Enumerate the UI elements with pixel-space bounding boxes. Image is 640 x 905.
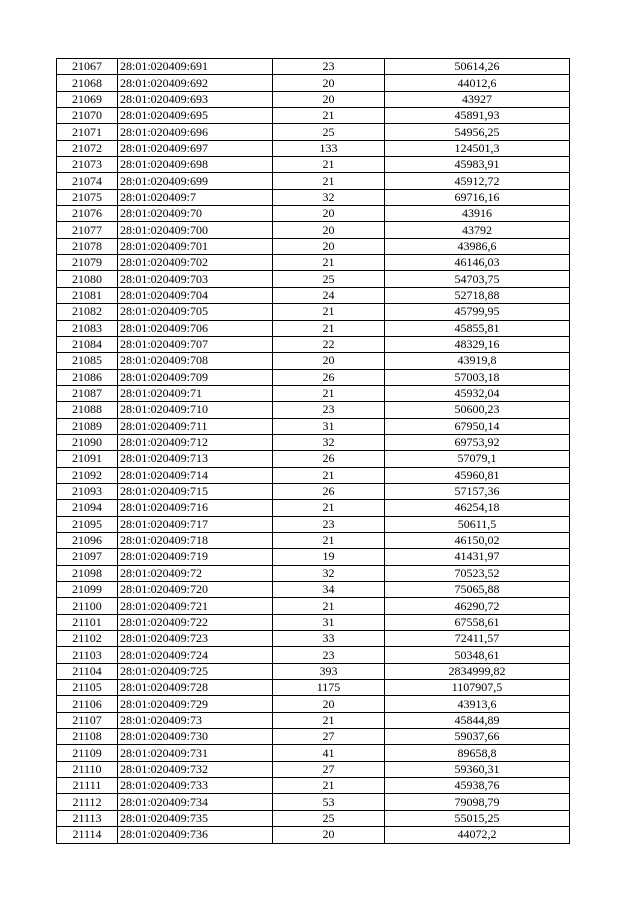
value-cell: 46150,02 bbox=[385, 532, 570, 548]
area-cell: 20 bbox=[273, 222, 385, 238]
cadastral-number-cell: 28:01:020409:700 bbox=[118, 222, 273, 238]
area-cell: 33 bbox=[273, 631, 385, 647]
cadastral-number-cell: 28:01:020409:697 bbox=[118, 140, 273, 156]
cadastral-number-cell: 28:01:020409:711 bbox=[118, 418, 273, 434]
area-cell: 26 bbox=[273, 451, 385, 467]
value-cell: 59037,66 bbox=[385, 729, 570, 745]
table-row bbox=[57, 467, 570, 483]
table-row bbox=[57, 59, 570, 75]
row-number-cell: 21079 bbox=[57, 255, 118, 271]
cadastral-number-cell: 28:01:020409:734 bbox=[118, 794, 273, 810]
row-number-cell: 21073 bbox=[57, 157, 118, 173]
value-cell: 44012,6 bbox=[385, 75, 570, 91]
value-cell: 45938,76 bbox=[385, 778, 570, 794]
row-number-cell: 21072 bbox=[57, 140, 118, 156]
cadastral-number-cell: 28:01:020409:710 bbox=[118, 402, 273, 418]
row-number-cell: 21102 bbox=[57, 631, 118, 647]
cadastral-number-cell: 28:01:020409:702 bbox=[118, 255, 273, 271]
area-cell: 32 bbox=[273, 434, 385, 450]
value-cell: 54956,25 bbox=[385, 124, 570, 140]
area-cell: 21 bbox=[273, 598, 385, 614]
area-cell: 25 bbox=[273, 271, 385, 287]
row-number-cell: 21104 bbox=[57, 663, 118, 679]
value-cell: 46254,18 bbox=[385, 500, 570, 516]
table-row bbox=[57, 206, 570, 222]
table-row bbox=[57, 385, 570, 401]
area-cell: 21 bbox=[273, 320, 385, 336]
table-row bbox=[57, 124, 570, 140]
cadastral-number-cell: 28:01:020409:733 bbox=[118, 778, 273, 794]
area-cell: 21 bbox=[273, 385, 385, 401]
row-number-cell: 21075 bbox=[57, 189, 118, 205]
table-row bbox=[57, 402, 570, 418]
value-cell: 50614,26 bbox=[385, 59, 570, 75]
value-cell: 46146,03 bbox=[385, 255, 570, 271]
row-number-cell: 21092 bbox=[57, 467, 118, 483]
row-number-cell: 21103 bbox=[57, 647, 118, 663]
cadastral-number-cell: 28:01:020409:709 bbox=[118, 369, 273, 385]
cadastral-number-cell: 28:01:020409:724 bbox=[118, 647, 273, 663]
cadastral-number-cell: 28:01:020409:736 bbox=[118, 827, 273, 843]
row-number-cell: 21090 bbox=[57, 434, 118, 450]
data-table bbox=[56, 58, 570, 844]
value-cell: 43916 bbox=[385, 206, 570, 222]
table-row bbox=[57, 255, 570, 271]
value-cell: 45932,04 bbox=[385, 385, 570, 401]
table-row bbox=[57, 336, 570, 352]
row-number-cell: 21098 bbox=[57, 565, 118, 581]
value-cell: 75065,88 bbox=[385, 582, 570, 598]
cadastral-number-cell: 28:01:020409:729 bbox=[118, 696, 273, 712]
area-cell: 34 bbox=[273, 582, 385, 598]
row-number-cell: 21096 bbox=[57, 532, 118, 548]
area-cell: 21 bbox=[273, 173, 385, 189]
table-row bbox=[57, 320, 570, 336]
cadastral-number-cell: 28:01:020409:728 bbox=[118, 680, 273, 696]
value-cell: 57003,18 bbox=[385, 369, 570, 385]
table-body bbox=[57, 59, 570, 844]
area-cell: 393 bbox=[273, 663, 385, 679]
value-cell: 52718,88 bbox=[385, 287, 570, 303]
table-row bbox=[57, 761, 570, 777]
row-number-cell: 21114 bbox=[57, 827, 118, 843]
cadastral-number-cell: 28:01:020409:725 bbox=[118, 663, 273, 679]
area-cell: 26 bbox=[273, 483, 385, 499]
value-cell: 45844,89 bbox=[385, 712, 570, 728]
value-cell: 45891,93 bbox=[385, 108, 570, 124]
row-number-cell: 21095 bbox=[57, 516, 118, 532]
cadastral-number-cell: 28:01:020409:723 bbox=[118, 631, 273, 647]
area-cell: 25 bbox=[273, 810, 385, 826]
row-number-cell: 21074 bbox=[57, 173, 118, 189]
cadastral-number-cell: 28:01:020409:712 bbox=[118, 434, 273, 450]
table-row bbox=[57, 222, 570, 238]
value-cell: 2834999,82 bbox=[385, 663, 570, 679]
area-cell: 23 bbox=[273, 402, 385, 418]
table-row bbox=[57, 745, 570, 761]
table-row bbox=[57, 663, 570, 679]
table-row bbox=[57, 794, 570, 810]
cadastral-number-cell: 28:01:020409:692 bbox=[118, 75, 273, 91]
area-cell: 27 bbox=[273, 761, 385, 777]
value-cell: 70523,52 bbox=[385, 565, 570, 581]
value-cell: 69753,92 bbox=[385, 434, 570, 450]
row-number-cell: 21110 bbox=[57, 761, 118, 777]
cadastral-number-cell: 28:01:020409:705 bbox=[118, 304, 273, 320]
cadastral-number-cell: 28:01:020409:693 bbox=[118, 91, 273, 107]
cadastral-number-cell: 28:01:020409:701 bbox=[118, 238, 273, 254]
value-cell: 44072,2 bbox=[385, 827, 570, 843]
value-cell: 55015,25 bbox=[385, 810, 570, 826]
area-cell: 25 bbox=[273, 124, 385, 140]
table-row bbox=[57, 500, 570, 516]
row-number-cell: 21087 bbox=[57, 385, 118, 401]
table-row bbox=[57, 778, 570, 794]
row-number-cell: 21069 bbox=[57, 91, 118, 107]
area-cell: 21 bbox=[273, 467, 385, 483]
value-cell: 46290,72 bbox=[385, 598, 570, 614]
value-cell: 67950,14 bbox=[385, 418, 570, 434]
row-number-cell: 21097 bbox=[57, 549, 118, 565]
value-cell: 57079,1 bbox=[385, 451, 570, 467]
cadastral-number-cell: 28:01:020409:73 bbox=[118, 712, 273, 728]
table-row bbox=[57, 108, 570, 124]
row-number-cell: 21111 bbox=[57, 778, 118, 794]
area-cell: 21 bbox=[273, 500, 385, 516]
value-cell: 41431,97 bbox=[385, 549, 570, 565]
row-number-cell: 21112 bbox=[57, 794, 118, 810]
area-cell: 21 bbox=[273, 157, 385, 173]
cadastral-number-cell: 28:01:020409:708 bbox=[118, 353, 273, 369]
value-cell: 89658,8 bbox=[385, 745, 570, 761]
cadastral-number-cell: 28:01:020409:691 bbox=[118, 59, 273, 75]
area-cell: 22 bbox=[273, 336, 385, 352]
table-row bbox=[57, 810, 570, 826]
row-number-cell: 21071 bbox=[57, 124, 118, 140]
table-row bbox=[57, 434, 570, 450]
row-number-cell: 21094 bbox=[57, 500, 118, 516]
value-cell: 43913,6 bbox=[385, 696, 570, 712]
area-cell: 21 bbox=[273, 255, 385, 271]
area-cell: 27 bbox=[273, 729, 385, 745]
row-number-cell: 21080 bbox=[57, 271, 118, 287]
value-cell: 50611,5 bbox=[385, 516, 570, 532]
row-number-cell: 21091 bbox=[57, 451, 118, 467]
row-number-cell: 21067 bbox=[57, 59, 118, 75]
area-cell: 41 bbox=[273, 745, 385, 761]
area-cell: 19 bbox=[273, 549, 385, 565]
value-cell: 48329,16 bbox=[385, 336, 570, 352]
area-cell: 20 bbox=[273, 827, 385, 843]
area-cell: 53 bbox=[273, 794, 385, 810]
row-number-cell: 21101 bbox=[57, 614, 118, 630]
table-row bbox=[57, 582, 570, 598]
row-number-cell: 21107 bbox=[57, 712, 118, 728]
table-row bbox=[57, 647, 570, 663]
value-cell: 43792 bbox=[385, 222, 570, 238]
cadastral-number-cell: 28:01:020409:717 bbox=[118, 516, 273, 532]
row-number-cell: 21070 bbox=[57, 108, 118, 124]
area-cell: 31 bbox=[273, 614, 385, 630]
cadastral-number-cell: 28:01:020409:713 bbox=[118, 451, 273, 467]
value-cell: 54703,75 bbox=[385, 271, 570, 287]
table-row bbox=[57, 565, 570, 581]
cadastral-number-cell: 28:01:020409:716 bbox=[118, 500, 273, 516]
value-cell: 124501,3 bbox=[385, 140, 570, 156]
row-number-cell: 21076 bbox=[57, 206, 118, 222]
value-cell: 50348,61 bbox=[385, 647, 570, 663]
row-number-cell: 21113 bbox=[57, 810, 118, 826]
row-number-cell: 21083 bbox=[57, 320, 118, 336]
row-number-cell: 21084 bbox=[57, 336, 118, 352]
area-cell: 21 bbox=[273, 108, 385, 124]
row-number-cell: 21100 bbox=[57, 598, 118, 614]
value-cell: 67558,61 bbox=[385, 614, 570, 630]
value-cell: 45983,91 bbox=[385, 157, 570, 173]
row-number-cell: 21068 bbox=[57, 75, 118, 91]
area-cell: 1175 bbox=[273, 680, 385, 696]
cadastral-number-cell: 28:01:020409:731 bbox=[118, 745, 273, 761]
cadastral-number-cell: 28:01:020409:703 bbox=[118, 271, 273, 287]
value-cell: 1107907,5 bbox=[385, 680, 570, 696]
area-cell: 20 bbox=[273, 91, 385, 107]
area-cell: 20 bbox=[273, 206, 385, 222]
cadastral-number-cell: 28:01:020409:72 bbox=[118, 565, 273, 581]
table-row bbox=[57, 680, 570, 696]
cadastral-number-cell: 28:01:020409:720 bbox=[118, 582, 273, 598]
value-cell: 69716,16 bbox=[385, 189, 570, 205]
value-cell: 43927 bbox=[385, 91, 570, 107]
table-row bbox=[57, 712, 570, 728]
area-cell: 20 bbox=[273, 353, 385, 369]
area-cell: 32 bbox=[273, 565, 385, 581]
area-cell: 32 bbox=[273, 189, 385, 205]
value-cell: 57157,36 bbox=[385, 483, 570, 499]
value-cell: 45855,81 bbox=[385, 320, 570, 336]
row-number-cell: 21108 bbox=[57, 729, 118, 745]
cadastral-number-cell: 28:01:020409:714 bbox=[118, 467, 273, 483]
cadastral-number-cell: 28:01:020409:70 bbox=[118, 206, 273, 222]
area-cell: 21 bbox=[273, 532, 385, 548]
table-row bbox=[57, 827, 570, 843]
table-row bbox=[57, 369, 570, 385]
cadastral-number-cell: 28:01:020409:732 bbox=[118, 761, 273, 777]
cadastral-number-cell: 28:01:020409:718 bbox=[118, 532, 273, 548]
value-cell: 59360,31 bbox=[385, 761, 570, 777]
area-cell: 23 bbox=[273, 647, 385, 663]
table-row bbox=[57, 451, 570, 467]
table-row bbox=[57, 173, 570, 189]
row-number-cell: 21081 bbox=[57, 287, 118, 303]
cadastral-number-cell: 28:01:020409:71 bbox=[118, 385, 273, 401]
area-cell: 23 bbox=[273, 516, 385, 532]
table-row bbox=[57, 598, 570, 614]
table-row bbox=[57, 271, 570, 287]
row-number-cell: 21105 bbox=[57, 680, 118, 696]
table-row bbox=[57, 631, 570, 647]
table-row bbox=[57, 696, 570, 712]
value-cell: 45960,81 bbox=[385, 467, 570, 483]
value-cell: 45799,95 bbox=[385, 304, 570, 320]
table-row bbox=[57, 91, 570, 107]
row-number-cell: 21109 bbox=[57, 745, 118, 761]
cadastral-number-cell: 28:01:020409:699 bbox=[118, 173, 273, 189]
cadastral-number-cell: 28:01:020409:722 bbox=[118, 614, 273, 630]
table-row bbox=[57, 353, 570, 369]
table-row bbox=[57, 549, 570, 565]
value-cell: 45912,72 bbox=[385, 173, 570, 189]
row-number-cell: 21089 bbox=[57, 418, 118, 434]
cadastral-number-cell: 28:01:020409:715 bbox=[118, 483, 273, 499]
cadastral-number-cell: 28:01:020409:696 bbox=[118, 124, 273, 140]
row-number-cell: 21099 bbox=[57, 582, 118, 598]
row-number-cell: 21093 bbox=[57, 483, 118, 499]
area-cell: 31 bbox=[273, 418, 385, 434]
table-row bbox=[57, 140, 570, 156]
cadastral-number-cell: 28:01:020409:7 bbox=[118, 189, 273, 205]
value-cell: 79098,79 bbox=[385, 794, 570, 810]
value-cell: 50600,23 bbox=[385, 402, 570, 418]
row-number-cell: 21088 bbox=[57, 402, 118, 418]
area-cell: 26 bbox=[273, 369, 385, 385]
area-cell: 20 bbox=[273, 696, 385, 712]
row-number-cell: 21077 bbox=[57, 222, 118, 238]
cadastral-number-cell: 28:01:020409:704 bbox=[118, 287, 273, 303]
area-cell: 20 bbox=[273, 75, 385, 91]
cadastral-number-cell: 28:01:020409:730 bbox=[118, 729, 273, 745]
table-row bbox=[57, 614, 570, 630]
row-number-cell: 21078 bbox=[57, 238, 118, 254]
area-cell: 133 bbox=[273, 140, 385, 156]
table-row bbox=[57, 157, 570, 173]
table-row bbox=[57, 189, 570, 205]
row-number-cell: 21082 bbox=[57, 304, 118, 320]
row-number-cell: 21085 bbox=[57, 353, 118, 369]
cadastral-number-cell: 28:01:020409:706 bbox=[118, 320, 273, 336]
table-row bbox=[57, 729, 570, 745]
table-row bbox=[57, 287, 570, 303]
area-cell: 20 bbox=[273, 238, 385, 254]
table-row bbox=[57, 304, 570, 320]
value-cell: 43919,8 bbox=[385, 353, 570, 369]
row-number-cell: 21106 bbox=[57, 696, 118, 712]
table-row bbox=[57, 532, 570, 548]
cadastral-number-cell: 28:01:020409:698 bbox=[118, 157, 273, 173]
value-cell: 43986,6 bbox=[385, 238, 570, 254]
value-cell: 72411,57 bbox=[385, 631, 570, 647]
row-number-cell: 21086 bbox=[57, 369, 118, 385]
table-row bbox=[57, 238, 570, 254]
area-cell: 21 bbox=[273, 712, 385, 728]
area-cell: 23 bbox=[273, 59, 385, 75]
table-row bbox=[57, 75, 570, 91]
cadastral-number-cell: 28:01:020409:695 bbox=[118, 108, 273, 124]
cadastral-number-cell: 28:01:020409:707 bbox=[118, 336, 273, 352]
table-row bbox=[57, 418, 570, 434]
table-row bbox=[57, 483, 570, 499]
area-cell: 24 bbox=[273, 287, 385, 303]
cadastral-number-cell: 28:01:020409:719 bbox=[118, 549, 273, 565]
cadastral-number-cell: 28:01:020409:721 bbox=[118, 598, 273, 614]
cadastral-number-cell: 28:01:020409:735 bbox=[118, 810, 273, 826]
table-row bbox=[57, 516, 570, 532]
area-cell: 21 bbox=[273, 778, 385, 794]
area-cell: 21 bbox=[273, 304, 385, 320]
